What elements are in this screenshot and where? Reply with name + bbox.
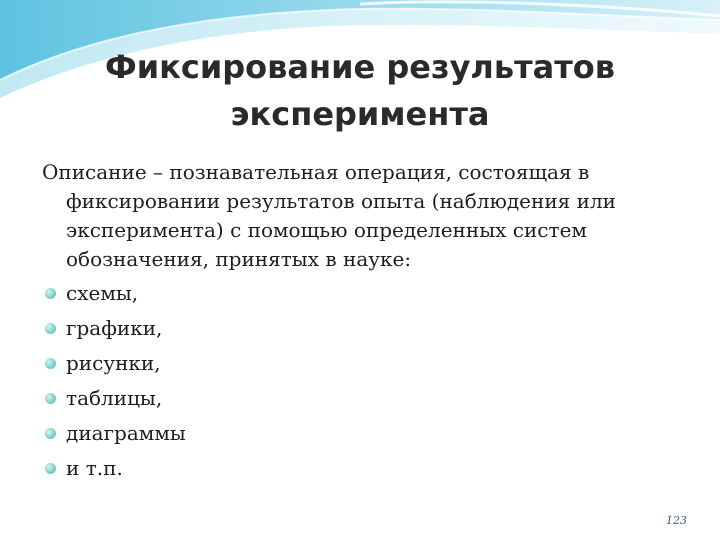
bullet-dot-icon (45, 358, 56, 369)
bullet-list (42, 278, 682, 488)
list-item-text: диаграммы (66, 421, 186, 445)
bullet-dot-icon (45, 463, 56, 474)
list-item-text: таблицы, (66, 386, 163, 410)
intro-paragraph: Описание – познавательная операция, состоящая в фиксировании результатов опыта (наблюдения или эксперимента) с помощью определенных систем обозначения, принятых в науке: (42, 160, 617, 271)
list-item-text: схемы, (66, 281, 139, 305)
slide-title-line-1: Фиксирование результатов (104, 48, 616, 86)
slide-title-line-2: эксперимента (230, 95, 490, 133)
list-item (42, 348, 682, 383)
list-item-text: графики, (66, 316, 163, 340)
slide-body (42, 158, 682, 488)
page-number: 123 (666, 514, 687, 527)
list-item (42, 313, 682, 348)
list-item (42, 278, 682, 313)
bullet-dot-icon (45, 323, 56, 334)
bullet-dot-icon (45, 288, 56, 299)
list-item-text: рисунки, (66, 351, 161, 375)
bullet-dot-icon (45, 393, 56, 404)
slide-title (60, 44, 660, 138)
bullet-dot-icon (45, 428, 56, 439)
list-item (42, 418, 682, 453)
list-item (42, 383, 682, 418)
list-item-text: и т.п. (66, 456, 123, 480)
list-item (42, 453, 682, 488)
